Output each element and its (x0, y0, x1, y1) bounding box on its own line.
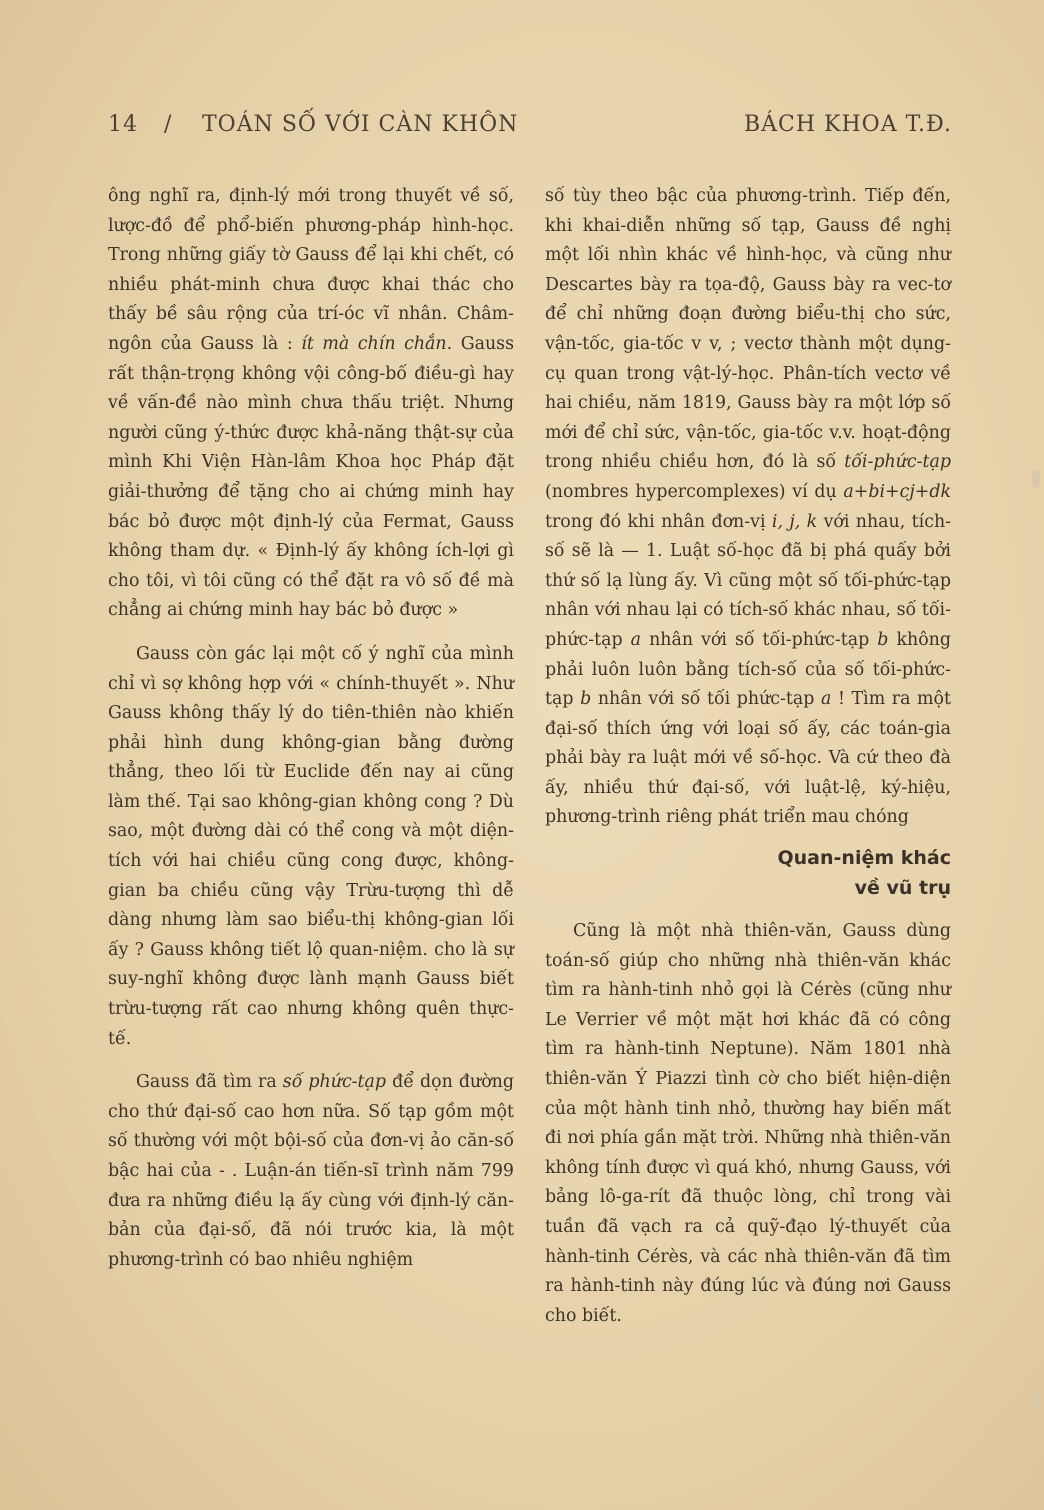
variable: a (821, 689, 832, 710)
section-heading-line-1: Quan-niệm khác (777, 847, 951, 870)
paragraph: Cũng là một nhà thiên-văn, Gauss dùng toán-số giúp cho những nhà thiên-văn khác tìm ra hành-tinh nhỏ gọi là Cérès (cũng như Le Verrier về một mặt hơi khác đã có công tìm ra hành-tinh Neptune). Năm 1801 nhà thiên-văn Ý Piazzi tình cờ cho biết hiện-diện của một hành tinh nhỏ, thường hay biến mất đi nơi phía gần mặt trời. Những nhà thiên-văn không tính được vì quá khó, nhưng Gauss, với bảng lô-ga-rít đã thuộc lòng, chỉ trong vài tuần đã vạch ra cả quỹ-đạo lý-thuyết của hành-tinh Cérès, và các nhà thiên-văn đã tìm ra hành-tinh này đúng lúc và đúng nơi Gauss cho biết. (545, 921, 951, 1326)
paragraph: Gauss còn gác lại một cố ý nghĩ của mình chỉ vì sợ không hợp với « chính-thuyết ». Như Gauss không thấy lý do tiên-thiên nào khiến phải hình dung không-gian bằng đường thẳng, theo lối từ Euclide đến nay ai cũng làm thế. Tại sao không-gian không cong ? Dù sao, một đường dài có thể cong và một diện-tích với hai chiều cũng cong được, không-gian ba chiều cũng vậy Trừu-tượng thì dễ dàng nhưng làm sao biểu-thị không-gian lối ấy ? Gauss không tiết lộ quan-niệm. cho là sự suy-nghĩ không được lành mạnh Gauss biết trừu-tượng rất cao nhưng không quên thực-tế. (108, 643, 514, 1049)
page-edge-mark (1032, 470, 1040, 488)
motto: ít mà chín chắn. (301, 333, 453, 354)
book-title: TOÁN SỐ VỚI CÀN KHÔN (202, 112, 519, 137)
header-separator: / (164, 112, 173, 137)
term: tối-phức-tạp (844, 452, 951, 473)
running-header (108, 112, 952, 148)
series-title: BÁCH KHOA T.Đ. (743, 112, 952, 137)
variable: b (877, 629, 889, 650)
formula: a+bi+cj+dk (843, 481, 952, 502)
paragraph: số tùy theo bậc của phương-trình. Tiếp đến, khi khai-diễn những số tạp, Gauss đề nghị một lối nhìn khác về hình-học, và cũng như Descartes bày ra tọa-độ, Gauss bày ra vec-tơ để chỉ những đoạn đường biểu-thị cho sức, vận-tốc, gia-tốc v v, ; vectơ thành một dụng-cụ quan trong vật-lý-học. Phân-tích vectơ về hai chiều, năm 1819, Gauss bày ra một lớp số mới để chỉ sức, vận-tốc, gia-tốc v.v. hoạt-động trong nhiều chiều hơn, đó là số tối-phức-tạp (nombres hypercomplexes) ví dụ a+bi+cj+dk trong đó khi nhân đơn-vị i, j, k với nhau, tích-số sẽ là — 1. Luật số-học đã bị phá quấy bởi thứ số lạ lùng ấy. Vì cũng một số tối-phức-tạp nhân với nhau lại có tích-số khác nhau, số tối-phức-tạp a nhân với số tối-phức-tạp b không phải luôn luôn bằng tích-số của số tối-phức-tạp b nhân với số tối phức-tạp a ! Tìm ra một đại-số thích ứng với loại số ấy, các toán-gia phải bày ra luật mới về số-học. Và cứ theo đà ấy, nhiều thứ đại-số, với luật-lệ, ký-hiệu, phương-trình riêng phát triển mau chóng (545, 186, 952, 828)
page-number: 14 (108, 112, 138, 137)
paragraph: ông nghĩ ra, định-lý mới trong thuyết về số, lược-đồ để phổ-biến phương-pháp hình-học. Trong những giấy tờ Gauss để lại khi chết, có nhiều phát-minh chưa được khai thác cho thấy bề sâu rộng của trí-óc vĩ nhân. Châm-ngôn của Gauss là : ít mà chín chắn. Gauss rất thận-trọng không vội công-bố điều-gì hay về vấn-đề nào mình chưa thấu triệt. Nhưng người cũng ý-thức được khả-năng thật-sự của mình Khi Viện Hàn-lâm Khoa học Pháp đặt giải-thưởng để tặng cho ai chứng minh hay bác bỏ được một định-lý của Fermat, Gauss không tham dự. « Định-lý ấy không ích-lợi gì cho tôi, vì tôi cũng có thể đặt ra vô số đề mà chẳng ai chứng minh hay bác bỏ được » (108, 186, 515, 621)
page-edge-mark (1032, 1392, 1040, 1410)
variable: b (580, 689, 592, 710)
variable: a (630, 629, 642, 650)
section-heading (545, 843, 951, 903)
unit-symbols: i, j, k (771, 511, 818, 532)
left-column (108, 182, 514, 1275)
term: số phức-tạp (282, 1072, 387, 1093)
right-column (545, 182, 951, 1331)
paragraph: Gauss đã tìm ra số phức-tạp để dọn đường cho thứ đại-số cao hơn nữa. Số tạp gồm một số thường với một bội-số của đơn-vị ảo căn-số bậc hai của - . Luận-án tiến-sĩ trình năm 799 đưa ra những điều lạ ấy cùng với định-lý căn-bản của đại-số, đã nói trước kia, là một phương-trình có bao nhiêu nghiệm (108, 1072, 514, 1270)
section-heading-line-2: về vũ trụ (854, 877, 951, 900)
